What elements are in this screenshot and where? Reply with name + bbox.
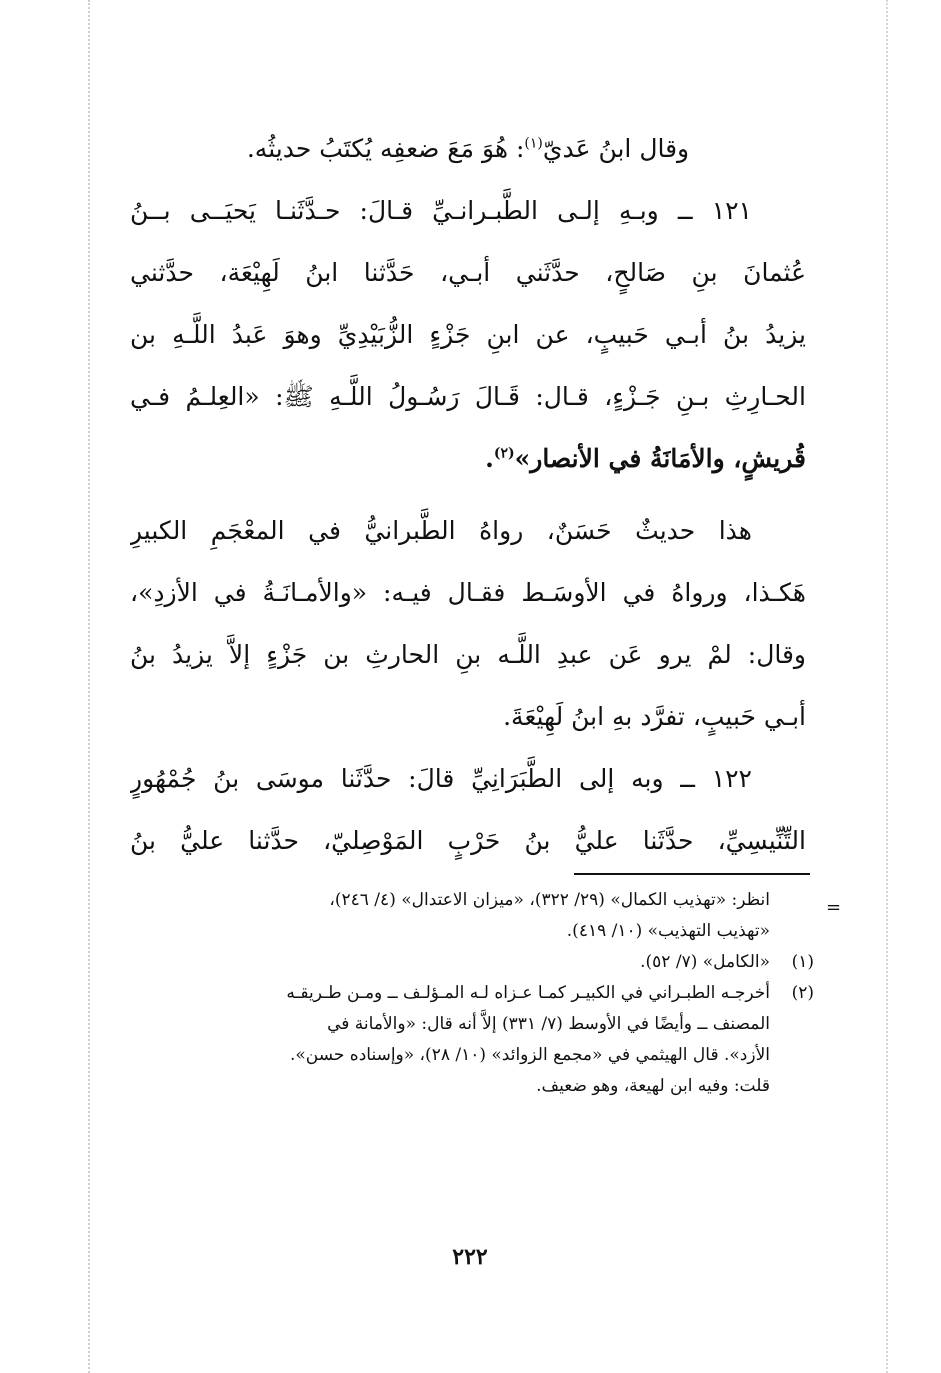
footnote-separator bbox=[574, 873, 810, 875]
commentary-line-3: وقال: لمْ يرو عَن عبدِ اللَّـه بنِ الحارثِ بن جَزْءٍ إلاَّ يزيدُ بنُ bbox=[130, 640, 806, 669]
hadith-121-line-2: عُثمانَ بنِ صَالحٍ، حدَّثَني أبـي، حَدَّثنا ابنُ لَهِيْعَة، حدَّثني bbox=[130, 258, 806, 287]
commentary-line-4: أبـي حَبيبٍ، تفرَّد بهِ ابنُ لَهِيْعَةَ. bbox=[503, 702, 806, 731]
footnote-continuation-mark: = bbox=[826, 897, 842, 918]
main-text bbox=[130, 118, 806, 872]
commentary-line-1: هذا حديثٌ حَسَنٌ، رواهُ الطَّبرانيُّ في المعْجَمِ الكبيرِ bbox=[130, 516, 752, 545]
commentary-line-2: هَكـذا، ورواهُ في الأوسَـط فقـال فيـه: «والأمـانَـةُ في الأزدِ»، bbox=[130, 578, 806, 607]
footnotes bbox=[124, 885, 814, 1102]
footnote-line: انظر: «تهذيب الكمال» (٢٩/ ٣٢٢)، «ميزان الاعتدال» (٤/ ٢٤٦)، bbox=[329, 890, 770, 910]
footnote-1: (١)«الكامل» (٧/ ٥٢). bbox=[124, 947, 814, 978]
scan-margin-left bbox=[88, 0, 90, 1373]
footnote-number: (١) bbox=[791, 952, 814, 972]
hadith-121-line-4: الحـارِثِ بـنِ جَـزْءٍ، قـال: قَـالَ رَسُـولُ اللَّـهِ ﷺ: «العِلـمُ فـي bbox=[130, 382, 806, 411]
paragraph-gap bbox=[130, 490, 806, 500]
footnote-number: (٢) bbox=[791, 983, 814, 1003]
page-number: ٢٢٢ bbox=[452, 1244, 488, 1270]
hadith-122-line-1: ١٢٢ ــ وبه إلى الطَّبَرَانِيِّ قالَ: حدَّثَنا موسَى بنُ جُمْهُورٍ bbox=[130, 764, 752, 793]
hadith-122-line-2: التِّنِّيسِيِّ، حدَّثَنا عليُّ بنُ حَرْبٍ المَوْصِليّ، حدَّثنا عليُّ بنُ bbox=[130, 826, 806, 855]
hadith-121-line-3: يزيدُ بنُ أبـي حَبيبٍ، عن ابنِ جَزْءٍ الزُّبَيْدِيِّ وهوَ عَبدُ اللَّـهِ بن bbox=[130, 320, 806, 349]
hadith-121-line-5: قُريشٍ، والأمَانَةُ في الأنصار»$^{(٢)}$. bbox=[485, 444, 806, 473]
footnote-line: قلت: وفيه ابن لهيعة، وهو ضعيف. bbox=[536, 1076, 770, 1096]
scan-margin-right bbox=[886, 0, 888, 1373]
footnote-2: (٢)أخرجـه الطبـراني في الكبيـر كمـا عـزاه لـه المـؤلـف ــ ومـن طـريقـه bbox=[124, 978, 814, 1009]
text-line-1: وقال ابنُ عَديّ$^{(١)}$: هُوَ مَعَ ضعفِه يُكتَبُ حديثُه. bbox=[246, 134, 690, 163]
footnote-line: «تهذيب التهذيب» (١٠/ ٤١٩). bbox=[566, 921, 770, 941]
footnote-line: الأزد». قال الهيثمي في «مجمع الزوائد» (١٠/ ٢٨)، «وإسناده حسن». bbox=[289, 1045, 770, 1065]
hadith-121-line-1: ١٢١ ــ وبـهِ إلـى الطَّبـرانـيِّ قـالَ: حـدَّثَنـا يَحيَــى بــنُ bbox=[130, 196, 752, 225]
footnote-line: المصنف ــ وأيضًا في الأوسط (٧/ ٣٣١) إلاَّ أنه قال: «والأمانة في bbox=[327, 1014, 770, 1034]
